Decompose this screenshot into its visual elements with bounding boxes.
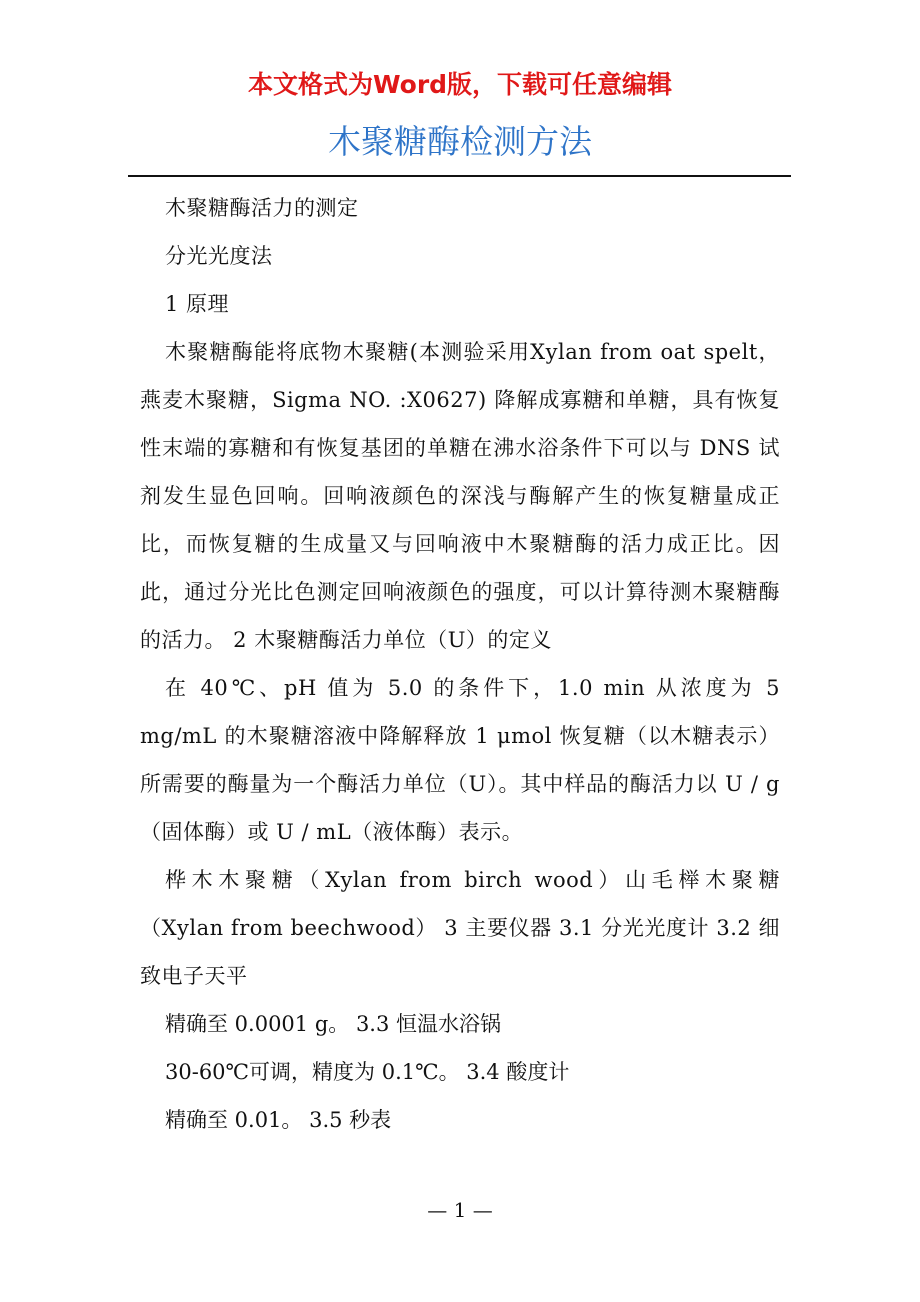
water-bath-line: 30-60℃可调，精度为 0.1℃。 3.4 酸度计 [165, 1060, 570, 1084]
document-body [140, 184, 780, 1144]
balance-precision-line: 精确至 0.0001 g。 3.3 恒温水浴锅 [165, 1012, 502, 1036]
unit-definition-paragraph: 在 40℃、pH 值为 5.0 的条件下，1.0 min 从浓度为 5 mg/mL 的木聚糖溶液中降解释放 1 μmol 恢复糖（以木糖表示）所需要的酶量为一个酶活力单位（U）。其中样品的酶活力以 U / g（固体酶）或 U / mL（液体酶）表示。 [140, 676, 780, 844]
title-divider [128, 175, 791, 177]
document-title: 木聚糖酶检测方法 [328, 122, 592, 161]
xylan-instruments-paragraph: 桦木木聚糖（Xylan from birch wood）山毛榉木聚糖（Xylan from beechwood） 3 主要仪器 3.1 分光光度计 3.2 细致电子天平 [140, 868, 780, 988]
section-heading-activity: 木聚糖酶活力的测定 [165, 196, 359, 220]
ph-meter-line: 精确至 0.01。 3.5 秒表 [165, 1108, 392, 1132]
principle-heading: 1 原理 [165, 292, 230, 316]
page-number: — 1 — [427, 1198, 493, 1222]
method-heading: 分光光度法 [165, 244, 273, 268]
principle-paragraph: 木聚糖酶能将底物木聚糖(本测验采用Xylan from oat spelt，燕麦木聚糖，Sigma NO. :X0627) 降解成寡糖和单糖，具有恢复性末端的寡糖和有恢复基团的单糖在沸水浴条件下可以与 DNS 试剂发生显色回响。回响液颜色的深浅与酶解产生的恢复糖量成正比，而恢复糖的生成量又与回响液中木聚糖酶的活力成正比。因此，通过分光比色测定回响液颜色的强度，可以计算待测木聚糖酶的活力。 2 木聚糖酶活力单位（U）的定义 [140, 340, 780, 652]
download-banner: 本文格式为Word版，下载可任意编辑 [247, 70, 673, 99]
